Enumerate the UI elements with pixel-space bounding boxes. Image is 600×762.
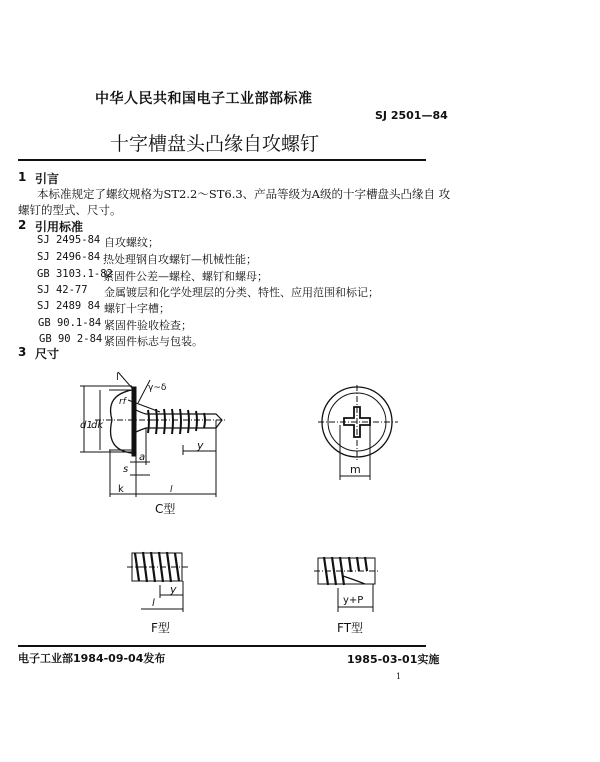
f-label-y: y bbox=[170, 583, 177, 596]
reference-title: 紧固件公差—螺栓、螺钉和螺母； bbox=[103, 270, 268, 283]
label-delta: γ~δ bbox=[148, 383, 167, 393]
reference-title: 紧固件验收检查； bbox=[104, 319, 192, 332]
label-s: s bbox=[123, 464, 129, 475]
label-k: k bbox=[118, 484, 124, 495]
section-1-heading: 引言 bbox=[35, 172, 60, 186]
f-label-length: l bbox=[152, 598, 155, 609]
footer-rule bbox=[18, 645, 426, 647]
reference-code: SJ 2496-84 bbox=[37, 251, 101, 263]
reference-title: 热处理钢自攻螺钉—机械性能； bbox=[103, 253, 257, 266]
document-title: 十字槽盘头凸缘自攻螺钉 bbox=[110, 133, 320, 155]
f-type-caption: F型 bbox=[151, 621, 170, 635]
reference-title: 自攻螺纹； bbox=[104, 236, 159, 249]
section-2-heading: 引用标准 bbox=[35, 220, 84, 234]
label-d1: d1 bbox=[80, 420, 93, 431]
reference-code: GB 90.1-84 bbox=[38, 317, 102, 329]
label-rf: rf bbox=[119, 397, 126, 407]
section-1-text: 本标准规定了螺纹规格为ST2.2～ST6.3、产品等级为A级的十字槽盘头凸缘自 攻 bbox=[37, 187, 451, 201]
reference-code: SJ 2489 84 bbox=[37, 300, 101, 312]
label-a: a bbox=[139, 452, 146, 463]
ft-type-caption: FT型 bbox=[337, 621, 364, 635]
label-length: l bbox=[170, 485, 173, 495]
issue-date: 电子工业部1984-09-04发布 bbox=[18, 652, 166, 665]
reference-title: 紧固件标志与包装。 bbox=[104, 335, 203, 348]
section-3-number: 3 bbox=[18, 345, 27, 359]
label-y: y bbox=[197, 439, 204, 452]
issuer: 中华人民共和国电子工业部部标准 bbox=[95, 91, 313, 107]
ft-label-y-plus-p: y+P bbox=[343, 595, 364, 606]
label-dk: dk bbox=[91, 420, 104, 431]
f-type-drawing bbox=[127, 552, 190, 612]
section-3-heading: 尺寸 bbox=[35, 347, 60, 361]
page-number: 1 bbox=[396, 672, 402, 681]
section-1-text-cont: 螺钉的型式、尺寸。 bbox=[18, 203, 122, 217]
reference-code: SJ 42-77 bbox=[37, 284, 88, 296]
effective-date: 1985-03-01实施 bbox=[347, 653, 440, 666]
reference-title: 金属镀层和化学处理层的分类、特性、应用范围和标记； bbox=[104, 286, 379, 299]
label-m: m bbox=[350, 463, 361, 476]
section-2-number: 2 bbox=[18, 218, 27, 232]
label-l1: l bbox=[116, 372, 119, 383]
c-type-caption: C型 bbox=[155, 502, 176, 516]
reference-code: GB 90 2-84 bbox=[39, 333, 103, 345]
reference-code: SJ 2495-84 bbox=[37, 234, 101, 246]
standard-number: SJ 2501—84 bbox=[375, 109, 448, 122]
reference-title: 螺钉十字槽； bbox=[104, 302, 170, 315]
section-1-number: 1 bbox=[18, 170, 27, 184]
reference-code: GB 3103.1-82 bbox=[37, 268, 113, 280]
